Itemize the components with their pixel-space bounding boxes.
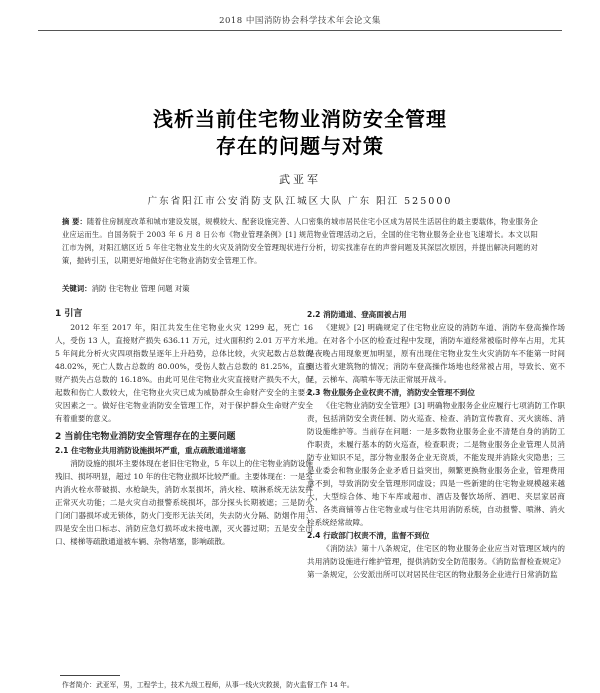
paper-title-line2: 存在的问题与对策 [216, 134, 384, 158]
keywords-text: 消防 住宅物业 管理 问题 对策 [91, 284, 190, 293]
paragraph: 消防设施的损坏主要体现在老旧住宅物业，5 年以上的住宅物业消防设施残旧、损坏明显，超过 10 年的住宅物业损坏比较严重。主要体现在：一是室内消火栓水带破损、水枪缺失，消防水泵损坏，消火栓、喷淋系统无法发挥正常灭火功能；二是火灾自动报警系统损坏，部分探头长期被遮；三是防火门闭门器损坏或无锁体，防火门变形无法关闭，失去防火分隔、防烟作用；四是安全出口标志、消防应急灯损坏或未接电源，灭火器过期；五是安全出口、楼梯等疏散通道被车辆、杂物堵塞，影响疏散。 [55, 459, 313, 546]
section-heading: 2 当前住宅物业消防安全管理存在的主要问题 [55, 432, 236, 442]
keywords-label: 关键词： [62, 284, 92, 293]
abstract [62, 215, 538, 267]
subsection-heading: 2.2 消防通道、登高面被占用 [307, 310, 407, 319]
abstract-text: 随着住房制度改革和城市建设发展，规模较大、配套设施完善、人口密集的城市居民住宅小区成为居民生活居住的最主要载体，物业服务企业应运而生。自国务院于 2003 年 6 月 8 日公布《物业管理条例》[1] 规范物业管理活动之后，全国的住宅物业服务企业也飞速增长。本文以阳江市为例，对阳江辖区近 5 年住宅物业发生的火灾及消防安全管理现状进行分析，切实找准存在的声誉问题及其深层次原因，并提出解决问题的对策，抛砖引玉，以期更好地做好住宅物业消防安全管理工作。 [62, 217, 538, 265]
paragraph: 《住宅物业消防安全管理》[3] 明确物业服务企业应履行七项消防工作职责，包括消防安全责任制、防火巡查、检查、消防宣传教育、灭火演练、消防设施维护等。当前存在问题：一是多数物业服务企业不清楚自身的消防工作职责，未履行基本的防火巡查，检查职责；二是物业服务企业管理人员消防专业知识不足，部分物业服务企业无资质，不能发现并消除火灾隐患；三是业委会和物业服务企业矛盾日益突出，频繁更换物业服务企业，管理费用拿不到，导致消防安全管理形同虚设；四是一些新建的住宅物业规模越来越大，大型综合体、地下车库或超市、酒店及餐饮场所、酒吧、夹层家居商店、各类商铺等占住宅物业或与住宅共用消防系统，自动报警、喷淋、消火栓系统经常故障。 [307, 401, 565, 527]
author-affiliation: 广东省阳江市公安消防支队江城区大队 广东 阳江 525000 [147, 196, 453, 207]
footnote-rule [60, 675, 120, 676]
paper-title-line1: 浅析当前住宅物业消防安全管理 [153, 107, 447, 131]
subsection-heading: 2.1 住宅物业共用消防设施损坏严重，重点疏散通道堵塞 [55, 446, 246, 455]
left-column [55, 308, 313, 548]
header-rule [38, 30, 562, 31]
paragraph: 2012 年至 2017 年，阳江共发生住宅物业火灾 1299 起，死亡 16 人，受伤 13 人，直接财产损失 636.11 万元，过火面积约 2.01 万平方米。5 年间此分析火灾四项指数呈逐年上升趋势，总体比较，火灾起数占总数的 48.02%，死亡人数占总数的 80.00%，受伤人数占总数的 81.25%，直接财产损失占总数的 16.18%。由此可见住宅物业火灾直接财产损失不大，但起数和伤亡人数较大，住宅物业火灾已成为威胁群众生命财产安全的主要火灾因素之一。做好住宅物业消防安全管理工作，对于保护群众生命财产安全有着重要的意义。 [55, 323, 313, 423]
author-footnote: 作者简介：武亚军，男，工程学士，技术九级工程师，从事一线火灾救援，防火监督工作 14 年。 [62, 681, 354, 689]
subsection-heading: 2.4 行政部门权责不清，监督不到位 [307, 531, 430, 540]
paragraph: 《建规》[2] 明确规定了住宅物业应设的消防车道、消防车登高操作场地。在对各个小区的检查过程中发现，消防车道经常被临时停车占用，尤其是夜晚占用现象更加明显，原有出现住宅物业发生火灾消防车不能第一时间到达着火建筑物的情况；消防车登高操作场地也经常被占用，导致长、宽不足，云梯车、高喷车等无法正常展开战斗。 [307, 323, 565, 384]
abstract-label: 摘 要： [62, 217, 87, 226]
right-column [307, 308, 565, 581]
paragraph: 《消防法》第十八条规定，住宅区的物业服务企业应当对管理区域内的共用消防设施进行维护管理，提供消防安全防范服务。《消防监督检查规定》第一条规定，公安派出所可以对居民住宅区的物业服务企业进行日常消防监 [307, 544, 565, 579]
running-head: 2018 中国消防协会科学技术年会论文集 [219, 16, 381, 26]
author-name: 武亚军 [279, 173, 321, 186]
subsection-heading: 2.3 物业服务企业权责不清，消防安全管理不到位 [307, 388, 475, 397]
keywords [62, 283, 538, 294]
section-heading: 1 引言 [55, 309, 83, 319]
